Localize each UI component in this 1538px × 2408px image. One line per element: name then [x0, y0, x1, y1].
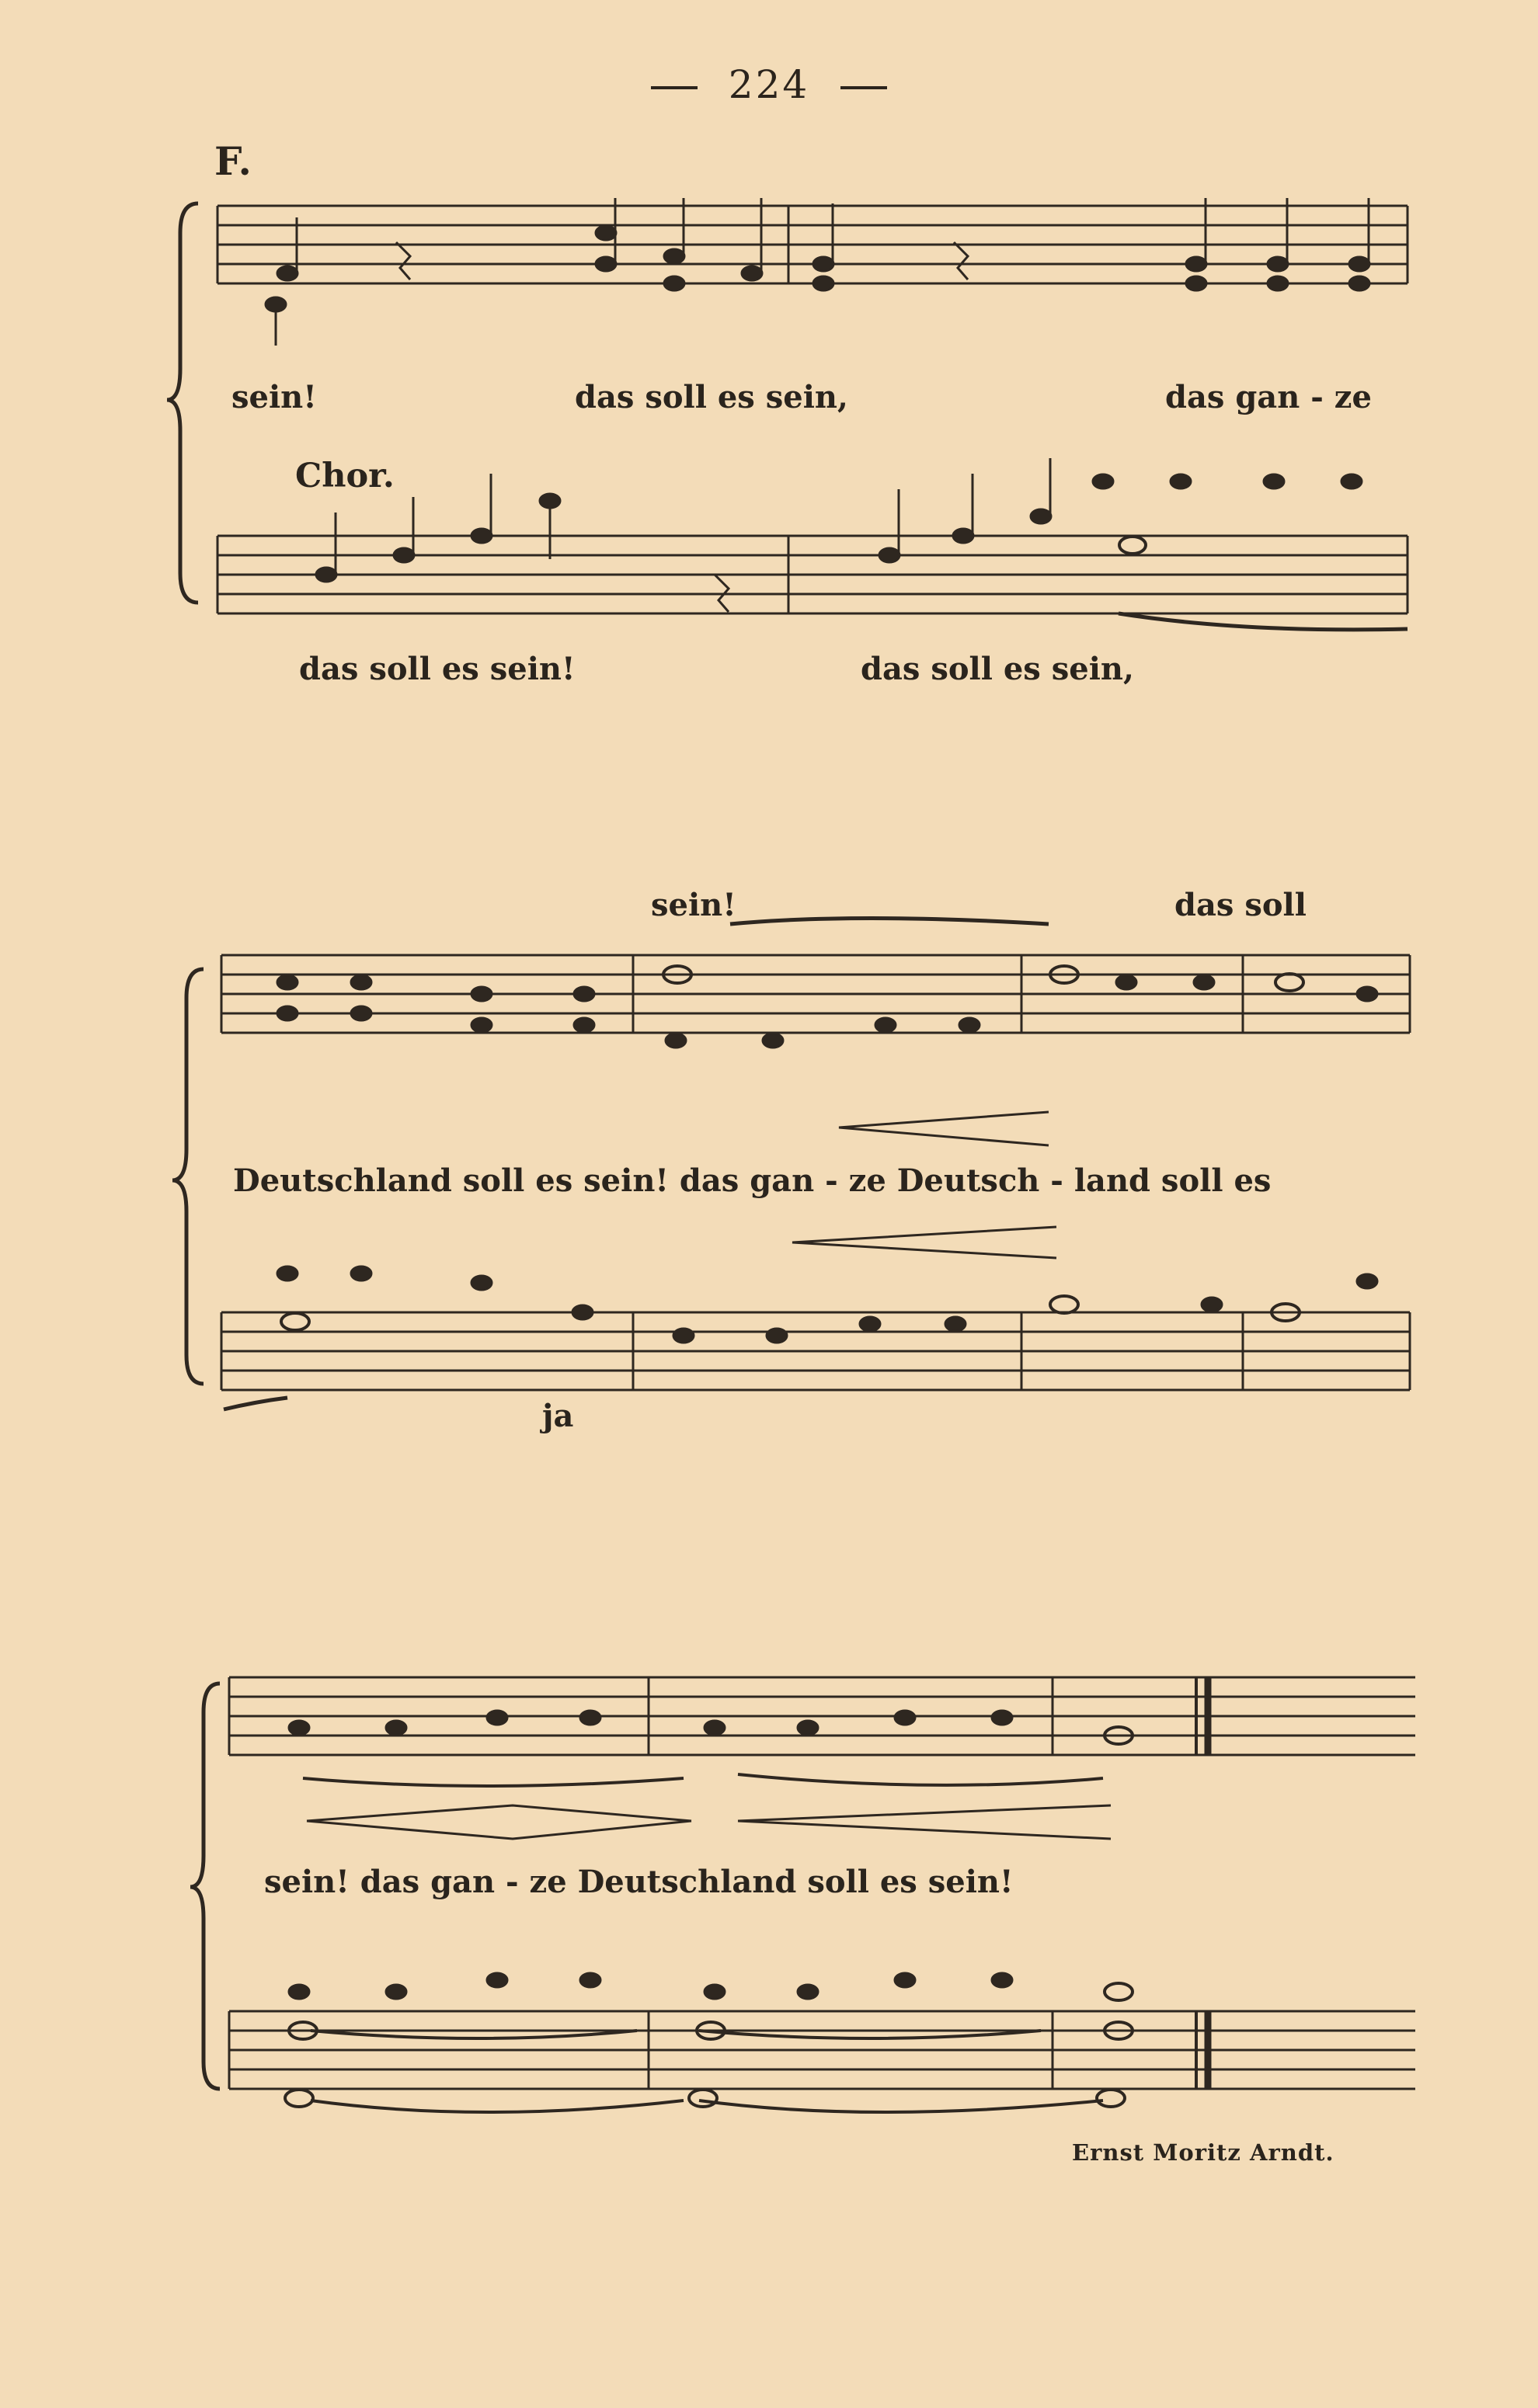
chorus-label: Chor.	[295, 457, 395, 495]
lyric-system1-lower-1: das soll es sein!	[299, 651, 576, 687]
note	[895, 1973, 915, 1987]
note	[992, 1711, 1012, 1725]
half-note	[1105, 1983, 1133, 2000]
note	[953, 529, 973, 543]
system2-staff-upper	[221, 919, 1410, 1146]
note	[580, 1973, 600, 1987]
note	[666, 1034, 686, 1048]
note	[471, 987, 492, 1001]
lyric-system1-lower-2: das soll es sein,	[861, 651, 1134, 687]
note	[1116, 975, 1136, 989]
note	[664, 249, 684, 263]
note	[351, 1006, 371, 1020]
lyric-system2-middle: Deutschland soll es sein! das gan - ze Deutsch - land soll es	[233, 1162, 1272, 1199]
note	[277, 1006, 298, 1020]
note	[574, 1018, 594, 1032]
note	[351, 975, 371, 989]
system1-staff-upper	[217, 206, 1408, 283]
note	[277, 266, 298, 280]
note	[471, 529, 492, 543]
score-notes	[266, 198, 1377, 2107]
note	[316, 568, 336, 582]
note	[1093, 474, 1113, 488]
note	[879, 548, 899, 562]
note	[386, 1721, 406, 1735]
note	[277, 1267, 298, 1280]
note	[351, 1267, 371, 1280]
lyric-system2-bottom-1: ja	[542, 1398, 574, 1434]
half-note	[1097, 2090, 1125, 2107]
lyric-system2-top-1: sein!	[651, 887, 736, 923]
page-number-value: 224	[728, 62, 810, 107]
note	[471, 1276, 492, 1290]
lyric-system1-upper-1: sein!	[231, 379, 317, 415]
note	[895, 1711, 915, 1725]
note	[959, 1018, 980, 1032]
note	[471, 1018, 492, 1032]
system3-staff-lower	[229, 2011, 1415, 2112]
note	[767, 1329, 787, 1343]
note	[289, 1721, 309, 1735]
note	[596, 226, 616, 240]
note	[1268, 257, 1288, 271]
note	[487, 1973, 507, 1987]
note	[1186, 257, 1206, 271]
note	[945, 1317, 966, 1331]
note	[1341, 474, 1362, 488]
note	[1194, 975, 1214, 989]
note	[992, 1973, 1012, 1987]
note	[798, 1721, 818, 1735]
note	[289, 1985, 309, 1999]
note	[763, 1034, 783, 1048]
note	[277, 975, 298, 989]
system2-brace	[172, 969, 204, 1384]
half-note	[689, 2090, 717, 2107]
note	[572, 1305, 593, 1319]
half-note	[1275, 974, 1303, 991]
note	[394, 548, 414, 562]
note	[813, 257, 833, 271]
note	[596, 257, 616, 271]
note	[1171, 474, 1191, 488]
note	[705, 1721, 725, 1735]
note	[1349, 257, 1369, 271]
note	[1031, 509, 1051, 523]
note	[798, 1985, 818, 1999]
note	[742, 266, 762, 280]
system2-staff-lower	[221, 1227, 1410, 1409]
half-note	[285, 2090, 313, 2107]
note	[813, 276, 833, 290]
note	[1357, 987, 1377, 1001]
note	[673, 1329, 694, 1343]
lyric-system2-top-2: das soll	[1174, 887, 1307, 923]
note	[1349, 276, 1369, 290]
system1-brace	[167, 203, 198, 603]
section-mark: F.	[214, 138, 252, 184]
quarter-rest	[396, 242, 410, 280]
note	[386, 1985, 406, 1999]
note	[487, 1711, 507, 1725]
note	[1186, 276, 1206, 290]
note	[580, 1711, 600, 1725]
lyric-system1-upper-3: das gan - ze	[1165, 379, 1372, 415]
half-note	[1119, 537, 1146, 554]
lyric-system1-upper-2: das soll es sein,	[575, 379, 848, 415]
note	[1268, 276, 1288, 290]
note	[1264, 474, 1284, 488]
system3-staff-upper	[229, 1677, 1415, 1839]
note	[266, 297, 286, 311]
system3-brace	[190, 1684, 220, 2089]
note	[860, 1317, 880, 1331]
half-note	[1050, 1296, 1078, 1313]
note	[1357, 1274, 1377, 1288]
note	[875, 1018, 896, 1032]
note	[1202, 1298, 1222, 1312]
half-note	[281, 1313, 309, 1330]
quarter-rest	[954, 242, 968, 280]
note	[574, 987, 594, 1001]
lyric-system3: sein! das gan - ze Deutschland soll es sein!	[264, 1864, 1014, 1900]
author-credit: Ernst Moritz Arndt.	[1072, 2139, 1334, 2166]
note	[705, 1985, 725, 1999]
note	[664, 276, 684, 290]
